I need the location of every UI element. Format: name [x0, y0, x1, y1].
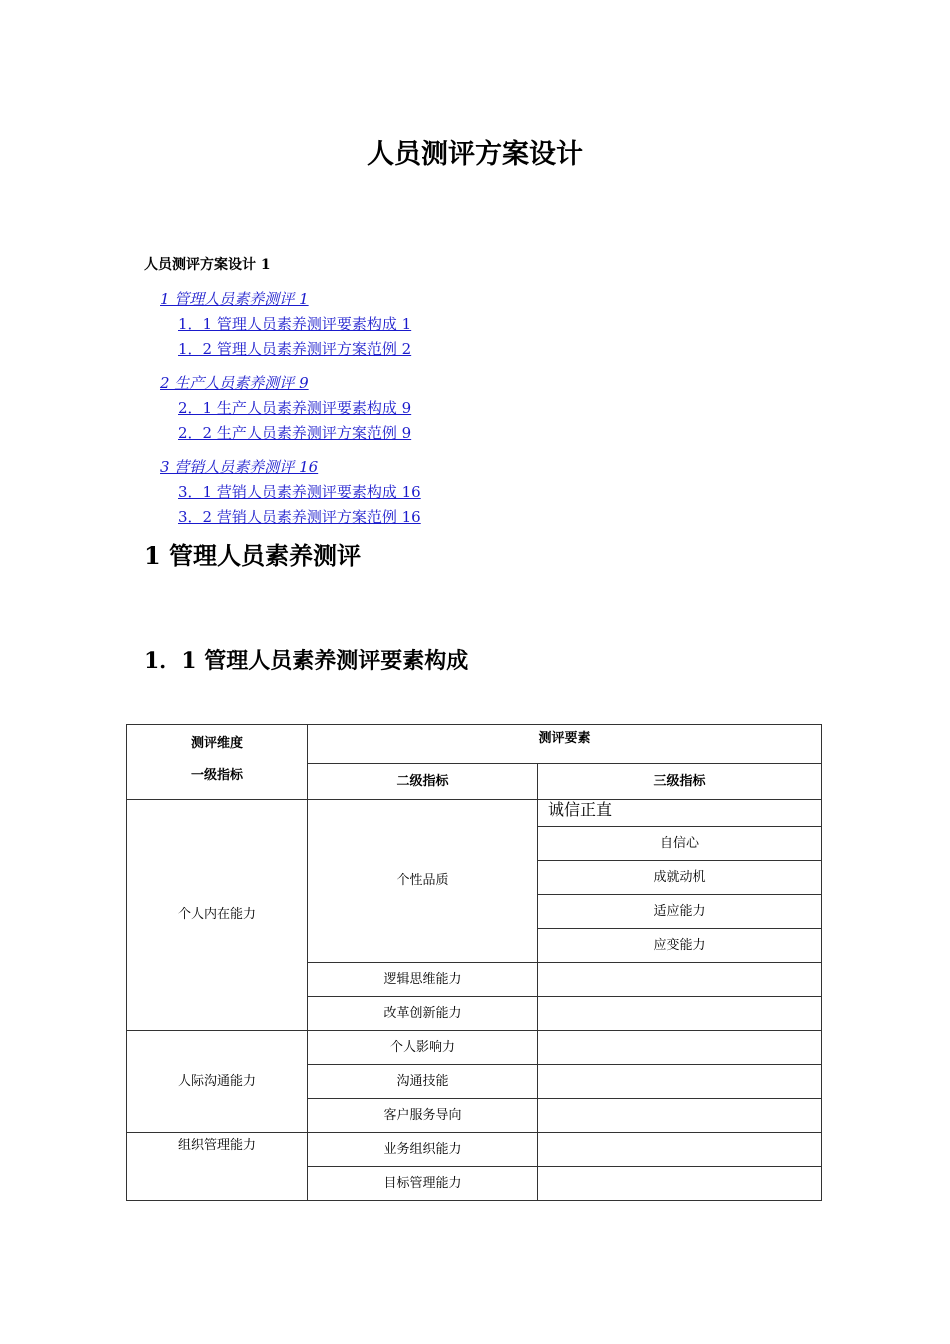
toc-link-3[interactable]: 3 营销人员素养测评 16 — [160, 458, 319, 476]
empty-cell — [538, 1065, 822, 1099]
header-dimension — [127, 725, 308, 800]
toc-link-1-1[interactable]: 1．1 管理人员素养测评要素构成 1 — [178, 315, 412, 333]
section-1-heading: 1 管理人员素养测评 — [144, 541, 362, 570]
level2-personality: 个性品质 — [308, 800, 538, 963]
level2-organization: 业务组织能力 — [308, 1133, 538, 1167]
toc-link-1[interactable]: 1 管理人员素养测评 1 — [160, 290, 309, 308]
level1-personal-ability: 个人内在能力 — [127, 800, 308, 1031]
header-level2: 二级指标 — [308, 764, 538, 800]
toc-heading: 人员测评方案设计 1 — [144, 257, 271, 273]
document-title: 人员测评方案设计 — [367, 139, 583, 170]
level2-communication: 沟通技能 — [308, 1065, 538, 1099]
level2-innovation: 改革创新能力 — [308, 997, 538, 1031]
header-requirements: 测评要素 — [308, 725, 822, 764]
level2-service: 客户服务导向 — [308, 1099, 538, 1133]
empty-cell — [538, 1133, 822, 1167]
empty-cell — [538, 997, 822, 1031]
empty-cell — [538, 1031, 822, 1065]
toc-link-3-2[interactable]: 3．2 营销人员素养测评方案范例 16 — [178, 508, 421, 526]
section-1-1-heading: 1．1 管理人员素养测评要素构成 — [144, 648, 469, 674]
level3-achievement: 成就动机 — [538, 861, 822, 895]
empty-cell — [538, 1099, 822, 1133]
header-dimension-label: 测评维度 — [190, 736, 243, 751]
level3-confidence: 自信心 — [538, 827, 822, 861]
level3-adaptability: 适应能力 — [538, 895, 822, 929]
toc-link-2-1[interactable]: 2．1 生产人员素养测评要素构成 9 — [178, 399, 412, 417]
header-level1-label: 一级指标 — [190, 768, 243, 783]
header-level3: 三级指标 — [538, 764, 822, 800]
toc-link-2[interactable]: 2 生产人员素养测评 9 — [160, 374, 309, 392]
level2-goal: 目标管理能力 — [308, 1167, 538, 1201]
level1-organization: 组织管理能力 — [127, 1133, 308, 1201]
evaluation-elements-table — [126, 724, 822, 1201]
level3-resilience: 应变能力 — [538, 929, 822, 963]
empty-cell — [538, 963, 822, 997]
toc-link-3-1[interactable]: 3．1 营销人员素养测评要素构成 16 — [178, 483, 421, 501]
empty-cell — [538, 1167, 822, 1201]
level2-influence: 个人影响力 — [308, 1031, 538, 1065]
level2-logic: 逻辑思维能力 — [308, 963, 538, 997]
toc-link-1-2[interactable]: 1．2 管理人员素养测评方案范例 2 — [178, 340, 412, 358]
level3-integrity: 诚信正直 — [538, 800, 822, 827]
level1-interpersonal: 人际沟通能力 — [127, 1031, 308, 1133]
toc-link-2-2[interactable]: 2．2 生产人员素养测评方案范例 9 — [178, 424, 412, 442]
